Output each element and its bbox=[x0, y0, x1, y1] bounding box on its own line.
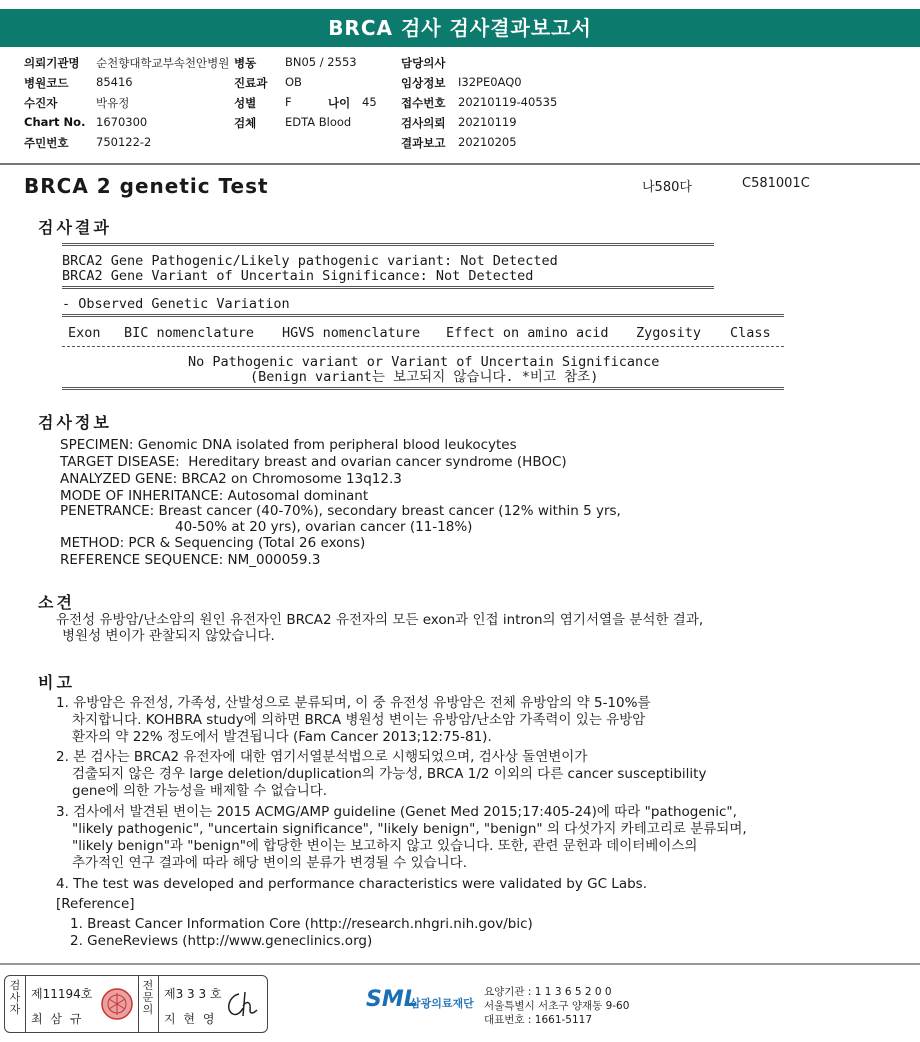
col-exon: Exon bbox=[68, 325, 101, 341]
sml-logo: SML bbox=[366, 987, 418, 1012]
note-3b: "likely pathogenic", "uncertain significance", "likely benign", "benign" 의 다섯가지 카테고리로 분류되며, bbox=[72, 821, 747, 837]
double-rule bbox=[62, 243, 714, 246]
test-code-2: C581001C bbox=[742, 176, 810, 191]
patient-value: 박유정 bbox=[96, 96, 130, 110]
receipt-value: 20210119-40535 bbox=[458, 95, 558, 109]
info-penetrance: PENETRANCE: Breast cancer (40-70%), secondary breast cancer (12% within 5 yrs, bbox=[60, 503, 621, 519]
double-rule bbox=[62, 286, 714, 289]
dept-value: OB bbox=[285, 75, 302, 89]
sex-value: F bbox=[285, 95, 292, 109]
info-inheritance: MODE OF INHERITANCE: Autosomal dominant bbox=[60, 488, 369, 504]
no-variant-line-2: (Benign variant는 보고되지 않습니다. *비고 참조) bbox=[250, 369, 599, 385]
report-title: BRCA 검사 검사결과보고서 bbox=[0, 9, 920, 47]
info-method: METHOD: PCR & Sequencing (Total 26 exons) bbox=[60, 535, 366, 551]
test-code-1: 나580다 bbox=[642, 180, 692, 195]
report-footer bbox=[0, 963, 920, 1042]
note-3c: "likely benign"과 "benign"에 합당한 변이는 보고하지 않고 있습니다. 또한, 관련 문헌과 데이터베이스의 bbox=[72, 838, 698, 854]
tester-name: 최 삼 규 bbox=[31, 1012, 84, 1026]
reference-2: 2. GeneReviews (http://www.geneclinics.org) bbox=[70, 933, 373, 949]
opinion-line-1: 유전성 유방암/난소암의 원인 유전자인 BRCA2 유전자의 모든 exon과 인접 intron의 염기서열을 분석한 결과, bbox=[56, 612, 704, 628]
reference-heading: [Reference] bbox=[56, 896, 135, 912]
section-info-heading: 검사정보 bbox=[38, 413, 112, 432]
note-1a: 1. 유방암은 유전성, 가족성, 산발성으로 분류되며, 이 중 유전성 유방암은 전체 유방암의 약 5-10%를 bbox=[56, 695, 651, 711]
col-class: Class bbox=[730, 325, 771, 341]
double-rule bbox=[62, 314, 784, 317]
doctor-license-no: 제3 3 3 호 bbox=[164, 987, 222, 1001]
tester-vertical-label: 검 사 자 bbox=[9, 979, 21, 1016]
section-notes-heading: 비고 bbox=[38, 673, 75, 692]
note-3d: 추가적인 연구 결과에 따라 해당 변이의 분류가 변경될 수 있습니다. bbox=[72, 855, 468, 871]
section-result-heading: 검사결과 bbox=[38, 218, 112, 237]
note-4: 4. The test was developed and performance characteristics were validated by GC Labs. bbox=[56, 876, 647, 892]
tester-license-no: 제11194호 bbox=[31, 987, 93, 1001]
sex-label: 성별 bbox=[234, 96, 257, 110]
signature-box bbox=[4, 975, 268, 1033]
report-date-label: 결과보고 bbox=[401, 136, 446, 150]
rrn-label: 주민번호 bbox=[24, 136, 69, 150]
ward-value: BN05 / 2553 bbox=[285, 55, 357, 69]
ward-label: 병동 bbox=[234, 56, 257, 70]
hospital-code-value: 85416 bbox=[96, 75, 133, 89]
opinion-line-2: 병원성 변이가 관찰되지 않았습니다. bbox=[62, 628, 275, 644]
report-date-value: 20210205 bbox=[458, 135, 517, 149]
col-hgvs: HGVS nomenclature bbox=[282, 325, 421, 341]
col-bic: BIC nomenclature bbox=[124, 325, 255, 341]
note-1c: 환자의 약 22% 정도에서 발견됩니다 (Fam Cancer 2013;12:75-81). bbox=[72, 729, 492, 745]
org-phone: 대표번호 : 1661-5117 bbox=[484, 1014, 593, 1026]
observed-variation-label: - Observed Genetic Variation bbox=[62, 296, 290, 312]
sml-org-name: 삼광의료재단 bbox=[410, 997, 474, 1010]
tester-seal-stamp bbox=[99, 985, 135, 1023]
rrn-value: 750122-2 bbox=[96, 135, 152, 149]
col-effect: Effect on amino acid bbox=[446, 325, 609, 341]
doctor-name: 지 현 영 bbox=[164, 1012, 217, 1026]
hospital-label: 의뢰기관명 bbox=[24, 56, 80, 70]
doctor-label: 담당의사 bbox=[401, 56, 446, 70]
hospital-value: 순천향대학교부속천안병원 bbox=[96, 56, 230, 70]
result-line-2: BRCA2 Gene Variant of Uncertain Significance: Not Detected bbox=[62, 268, 534, 284]
info-reference-sequence: REFERENCE SEQUENCE: NM_000059.3 bbox=[60, 552, 321, 568]
note-2c: gene에 의한 가능성을 배제할 수 없습니다. bbox=[72, 783, 328, 799]
hospital-code-label: 병원코드 bbox=[24, 76, 69, 90]
note-2a: 2. 본 검사는 BRCA2 유전자에 대한 염기서열분석법으로 시행되었으며, 검사상 돌연변이가 bbox=[56, 749, 588, 765]
request-label: 검사의뢰 bbox=[401, 116, 446, 130]
note-2b: 검출되지 않은 경우 large deletion/duplication의 가능성, BRCA 1/2 이외의 다른 cancer susceptibility bbox=[72, 766, 707, 782]
receipt-label: 접수번호 bbox=[401, 96, 446, 110]
header-divider bbox=[0, 163, 920, 165]
age-value: 45 bbox=[362, 95, 377, 109]
result-line-1: BRCA2 Gene Pathogenic/Likely pathogenic variant: Not Detected bbox=[62, 253, 558, 269]
info-analyzed-gene: ANALYZED GENE: BRCA2 on Chromosome 13q12.3 bbox=[60, 471, 402, 487]
age-label: 나이 bbox=[328, 96, 351, 110]
info-target-disease: TARGET DISEASE: Hereditary breast and ovarian cancer syndrome (HBOC) bbox=[60, 454, 567, 470]
dashed-rule bbox=[62, 346, 784, 347]
chart-label: Chart No. bbox=[24, 115, 86, 129]
patient-label: 수진자 bbox=[24, 96, 58, 110]
col-zygosity: Zygosity bbox=[636, 325, 702, 341]
info-specimen: SPECIMEN: Genomic DNA isolated from peripheral blood leukocytes bbox=[60, 437, 517, 453]
doctor-vertical-label: 전 문 의 bbox=[142, 979, 154, 1016]
double-rule bbox=[62, 387, 784, 390]
specimen-value: EDTA Blood bbox=[285, 115, 352, 129]
org-registration: 요양기관 : 1 1 3 6 5 2 0 0 bbox=[484, 986, 612, 998]
no-variant-line-1: No Pathogenic variant or Variant of Uncertain Significance bbox=[188, 354, 660, 370]
info-penetrance-cont: 40-50% at 20 yrs), ovarian cancer (11-18%) bbox=[175, 519, 473, 535]
doctor-signature bbox=[223, 988, 261, 1022]
clinical-label: 임상정보 bbox=[401, 76, 446, 90]
org-address: 서울특별시 서초구 양재동 9-60 bbox=[484, 1000, 630, 1012]
section-opinion-heading: 소견 bbox=[38, 593, 75, 612]
dept-label: 진료과 bbox=[234, 76, 268, 90]
request-value: 20210119 bbox=[458, 115, 517, 129]
specimen-label: 검체 bbox=[234, 116, 257, 130]
clinical-value: I32PE0AQ0 bbox=[458, 75, 522, 89]
note-3a: 3. 검사에서 발견된 변이는 2015 ACMG/AMP guideline (Genet Med 2015;17:405-24)에 따라 "pathogenic", bbox=[56, 804, 737, 820]
test-title: BRCA 2 genetic Test bbox=[24, 174, 269, 198]
chart-value: 1670300 bbox=[96, 115, 148, 129]
org-info bbox=[484, 985, 629, 1027]
note-1b: 차지합니다. KOHBRA study에 의하면 BRCA 병원성 변이는 유방암/난소암 가족력이 있는 유방암 bbox=[72, 712, 646, 728]
reference-1: 1. Breast Cancer Information Core (http://research.nhgri.nih.gov/bic) bbox=[70, 916, 533, 932]
